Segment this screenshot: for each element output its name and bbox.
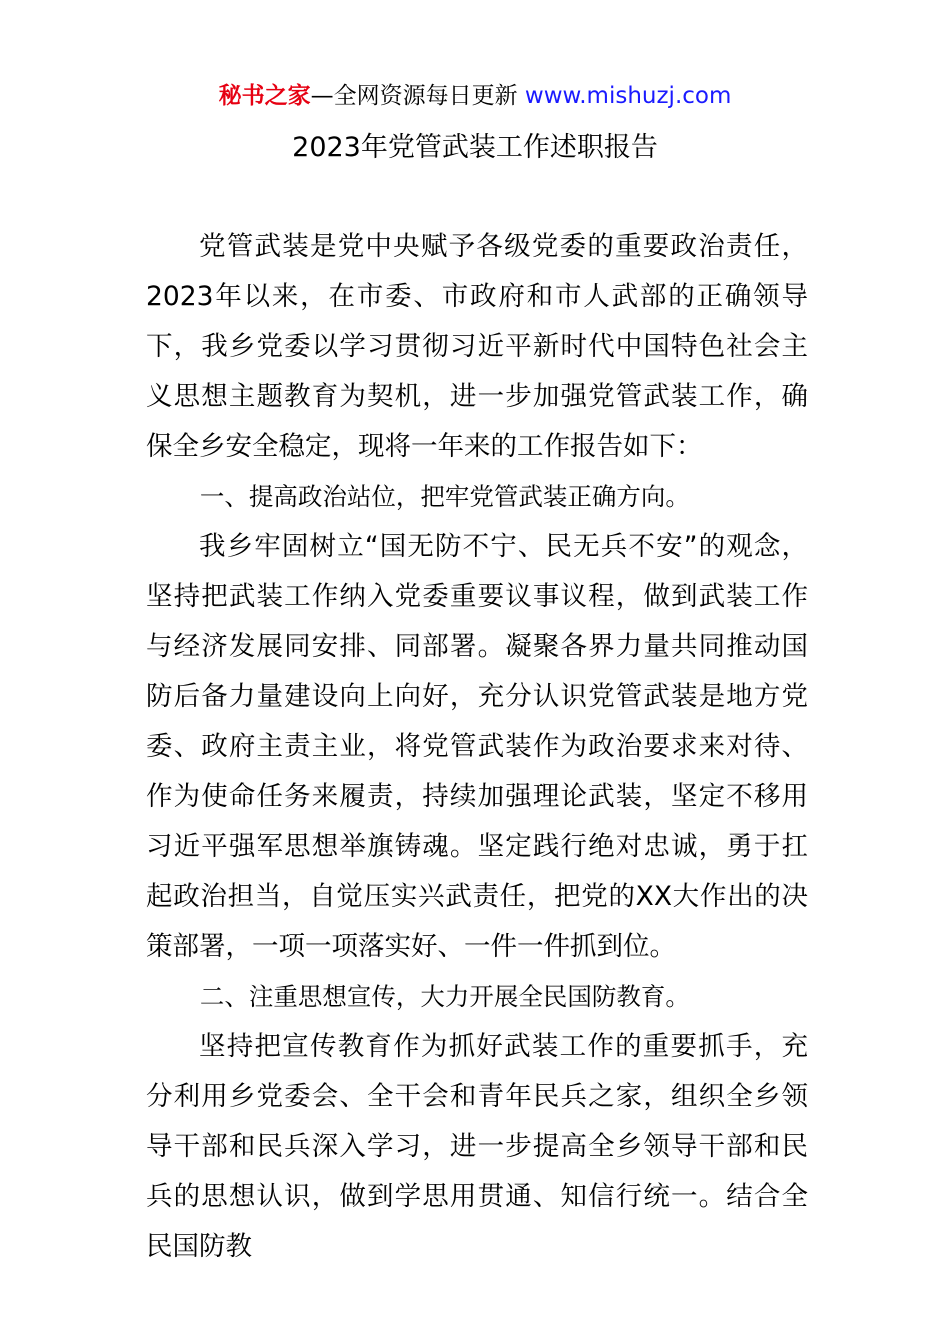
section-heading-2: 二、注重思想宣传，大力开展全民国防教育。	[199, 982, 690, 1011]
document-body	[146, 222, 808, 1272]
paragraph-intro: 党管武装是党中央赋予各级党委的重要政治责任，2023年以来，在市委、市政府和市人武部的正确领导下，我乡党委以学习贯彻习近平新时代中国特色社会主义思想主题教育为契机，进一步加强党管武装工作，确保全乡安全稳定，现将一年来的工作报告如下：	[146, 231, 808, 462]
section-heading-1: 一、提高政治站位，把牢党管武装正确方向。	[199, 482, 690, 511]
document-title: 2023年党管武装工作述职报告	[292, 132, 658, 163]
paragraph-section-2: 坚持把宣传教育作为抓好武装工作的重要抓手，充分利用乡党委会、全干会和青年民兵之家，组织全乡领导干部和民兵深入学习，进一步提高全乡领导干部和民兵的思想认识，做到学思用贯通、知信行统一。结合全民国防教	[146, 1031, 808, 1262]
site-header	[0, 80, 950, 112]
site-url-link[interactable]: www.mishuzj.com	[524, 83, 732, 109]
paragraph-section-1: 我乡牢固树立“国无防不宁、民无兵不安”的观念，坚持把武装工作纳入党委重要议事议程，做到武装工作与经济发展同安排、同部署。凝聚各界力量共同推动国防后备力量建设向上向好，充分认识党管武装是地方党委、政府主责主业，将党管武装作为政治要求来对待、作为使命任务来履责，持续加强理论武装，坚定不移用习近平强军思想举旗铸魂。坚定践行绝对忠诚，勇于扛起政治担当，自觉压实兴武责任，把党的XX大作出的决策部署，一项一项落实好、一件一件抓到位。	[146, 531, 808, 962]
site-name: 秘书之家	[218, 83, 311, 109]
site-tagline: —全网资源每日更新	[310, 83, 518, 109]
